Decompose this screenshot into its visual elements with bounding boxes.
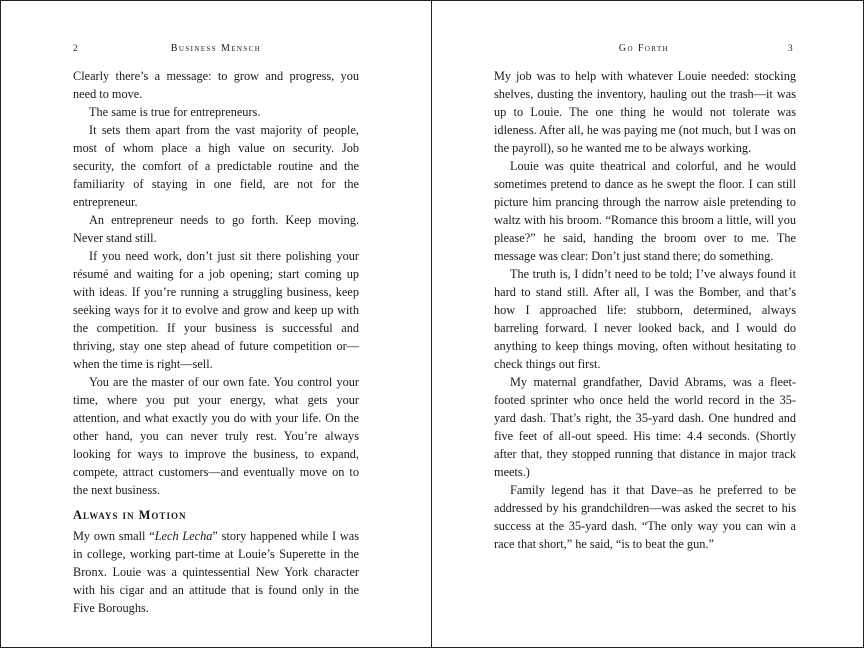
paragraph: Louie was quite theatrical and colorful, and he would sometimes pretend to dance as he swept the floor. I can still picture him prancing through the narrow aisle pretending to waltz with his broom. “Romance this broom a little, will you please?” he said, handing the broom over to me. The message was clear: Don’t just stand there; do something. [494,159,796,263]
section-heading: Always in Motion [73,508,187,522]
section-paragraph [73,527,359,617]
left-body-text [73,67,359,617]
right-page [432,1,862,647]
left-running-title: Business Mensch [170,43,262,54]
left-page [1,1,431,647]
paragraph: An entrepreneur needs to go forth. Keep moving. Never stand still. [73,213,359,245]
paragraph: Family legend has it that Dave–as he preferred to be addressed by his grandchildren—was asked the secret to his success at the 35-yard dash. “The only way you can win a race that short,” he said, “is to beat the gun.” [494,483,796,551]
paragraph: My maternal grandfather, David Abrams, was a fleet-footed sprinter who once held the world record in the 35-yard dash. That’s right, the 35-yard dash. One hundred and five feet of all-out speed. His time: 4.4 seconds. (Shortly after that, they stopped running that distance in major track meets.) [494,375,796,479]
paragraph: You are the master of our own fate. You control your time, where you put your energy, what gets your attention, and what exactly you do with your life. On the other hand, you can never truly rest. You’re always looking for ways to improve the business, to expand, compete, attract customers—and eventually move on to the next business. [73,375,359,497]
left-running-head [73,43,359,57]
text-run: ” story happened while I was in college, working part-time at Louie’s Superette in the Bronx. Louie was a quintessential New York character with his cigar and an attitude that is found only in the Five Boroughs. [73,529,359,615]
right-page-number: 3 [788,43,794,53]
italic-title: Lech Lecha [154,529,213,543]
paragraph: My job was to help with whatever Louie needed: stocking shelves, dusting the inventory, hauling out the trash—it was up to Louie. The one thing he would not tolerate was idleness. After all, he was paying me (not much, but I was on the payroll), so he wanted me to be always working. [494,69,796,155]
left-page-number: 2 [73,43,79,53]
right-body-text [494,67,796,553]
paragraph: The same is true for entrepreneurs. [89,105,261,119]
paragraph: The truth is, I didn’t need to be told; I’ve always found it hard to stand still. After all, I was the Bomber, and that’s how I approached life: stubborn, determined, always barreling forward. I never looked back, and I would do anything to keep things moving, often without hesitating to check things out first. [494,267,796,371]
paragraph: Clearly there’s a message: to grow and progress, you need to move. [73,69,359,101]
text-run: My own small “ [73,529,155,543]
paragraph: It sets them apart from the vast majority of people, most of whom place a high value on security. Job security, the comfort of a predictable routine and the familiarity of staying in one field, are not for the entrepreneur. [73,123,359,209]
paragraph: If you need work, don’t just sit there polishing your résumé and waiting for a job opening; start coming up with ideas. If you’re running a struggling business, keep seeking ways for it to evolve and grow and keep up with the competition. If your business is successful and thriving, stay one step ahead of future competition or—when the time is right—sell. [73,249,359,371]
right-running-head [494,43,794,57]
right-running-title: Go Forth [618,43,670,54]
